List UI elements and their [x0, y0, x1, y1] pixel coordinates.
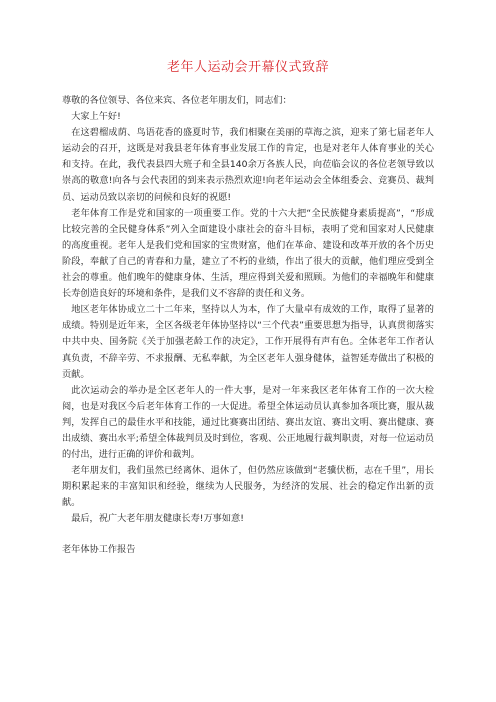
document-body	[62, 93, 434, 558]
blank-line	[62, 528, 434, 542]
paragraph: 在这碧榴成荫、鸟语花香的盛夏时节，我们相聚在美丽的草海之滨，迎来了第七届老年人运动会的召开，这既是对我县老年体育事业发展工作的肯定，也是对老年人体育事业的关心和支持。在此，我代表县四大班子和全县140余万各族人民，向莅临会议的各位老领导致以崇高的敬意!向各与会代表团的到来表示热烈欢迎!向老年运动会全体组委会、竞赛员、裁判员、运动员致以亲切的问候和良好的祝愿!	[62, 127, 434, 203]
document-title: 老年人运动会开幕仪式致辞	[166, 60, 329, 75]
paragraph: 老年体育工作是党和国家的一项重要工作。党的十六大把“全民族健身素质提高”，“形成比较完善的全民健身体系”列入全面建设小康社会的奋斗目标，表明了党和国家对人民健康的高度重视。老年人是我们党和国家的宝贵财富，他们在革命、建设和改革开放的各个历史阶段，奉献了自己的青春和力量，建立了不朽的业绩，作出了很大的贡献，他们理应受到全社会的尊重。他们晚年的健康身体、生活，理应得到关爱和照顾。为他们的幸福晚年和健康长寿创造良好的环境和条件，是我们义不容辞的责任和义务。	[62, 207, 434, 300]
signature: 老年体协工作报告	[62, 543, 136, 555]
salutation: 尊敬的各位领导、各位来宾、各位老年朋友们，同志们：	[62, 95, 292, 106]
paragraph: 老年朋友们，我们虽然已经离休、退休了，但仍然应该做到“老骥伏枥，志在千里”，用长期积累起来的丰富知识和经验，继续为人民服务，为经济的发展、社会的稳定作出新的贡献。	[62, 465, 434, 509]
paragraph: 地区老年体协成立二十二年来，坚持以人为本，作了大量卓有成效的工作，取得了显著的成绩。特别是近年来，全区各级老年体协坚持以“三个代表”重要思想为指导，认真贯彻落实中共中央、国务院《关于加强老龄工作的决定》，工作开展得有声有色。全体老年工作者认真负责，不辞辛劳、不求报酬、无私奉献，为全区老年人强身健体，益智延寿做出了积极的贡献。	[62, 304, 434, 380]
paragraph: 最后，祝广大老年朋友健康长寿!万事如意!	[71, 513, 244, 525]
paragraph: 此次运动会的举办是全区老年人的一件大事，是对一年来我区老年体育工作的一次大检阅，也是对我区今后老年体育工作的一大促进。希望全体运动员认真参加各项比赛，服从裁判，发挥自己的最佳水平和技能，通过比赛赛出团结、赛出友谊、赛出文明、赛出健康、赛出成绩、赛出水平;希望全体裁判员及时到位，客观、公正地履行裁判职责，对每一位运动员的付出，进行正确的评价和裁判。	[62, 384, 434, 461]
greeting: 大家上午好!	[71, 111, 121, 123]
